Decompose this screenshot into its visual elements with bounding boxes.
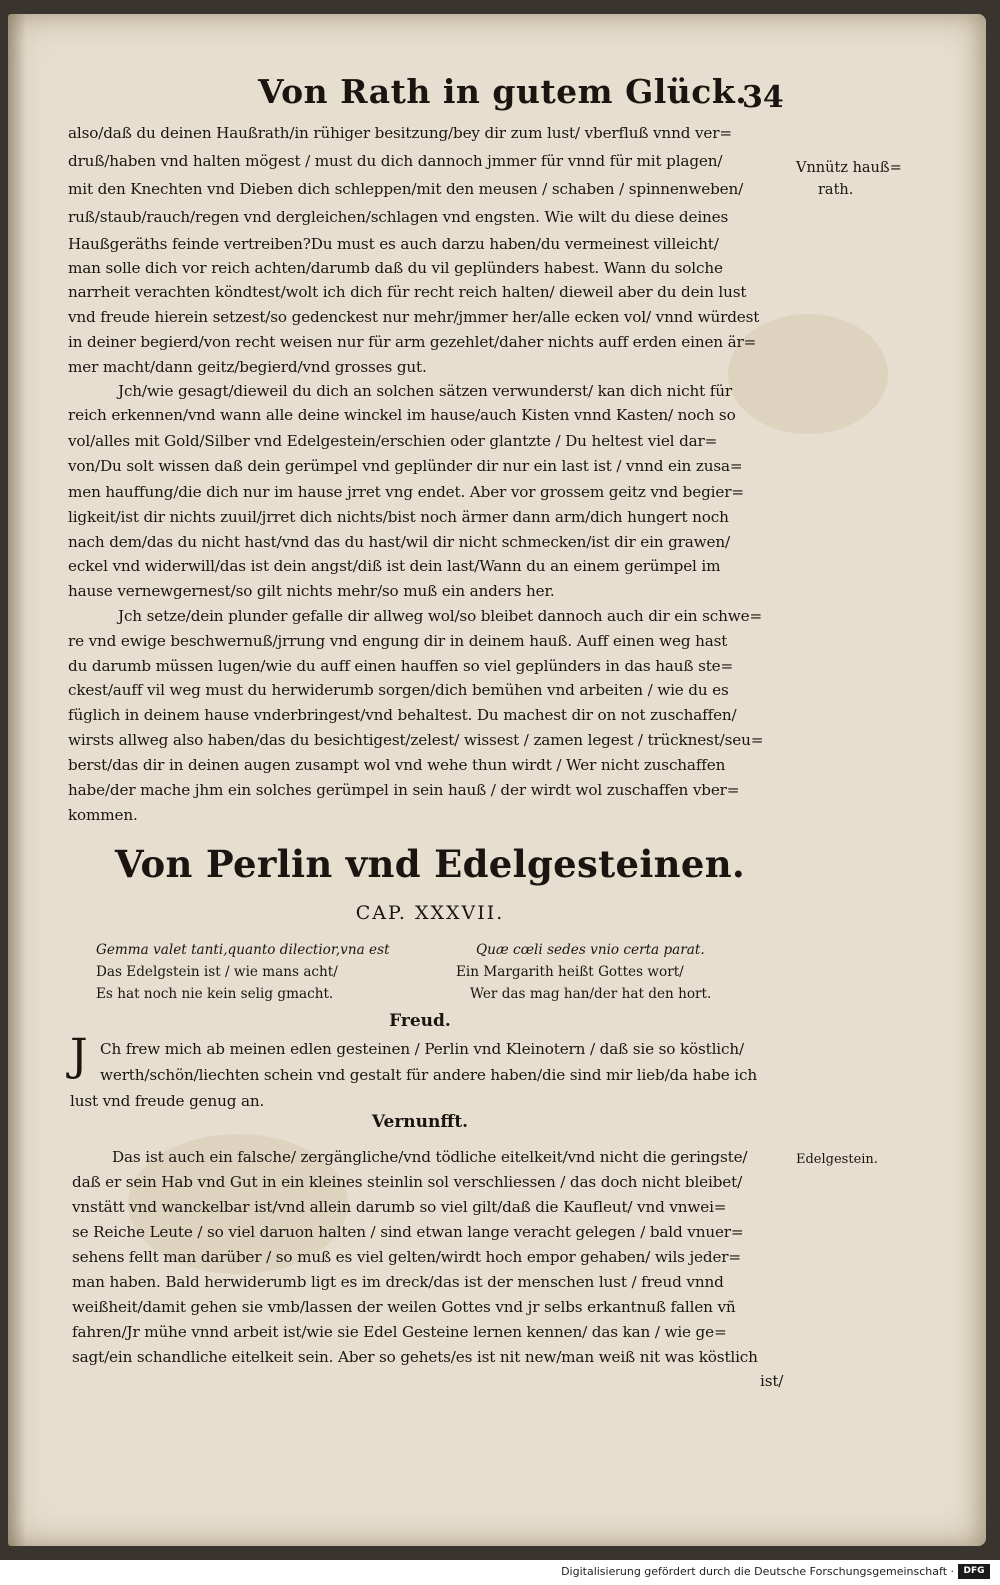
- footer-credit: Digitalisierung gefördert durch die Deutsche Forschungsgemeinschaft ·: [561, 1565, 954, 1578]
- body-line: du darumb müssen lugen/wie du auff einen hauffen so viel geplünders in das hauß ste=: [68, 657, 734, 675]
- body-line: nach dem/das du nicht hast/vnd das du hast/wil dir nicht schmecken/ist dir ein grawen/: [68, 533, 730, 551]
- body-line: Jch setze/dein plunder gefalle dir allweg wol/so bleibet dannoch auch dir ein schwe=: [118, 607, 763, 625]
- chapter-number: CAP. XXXVII.: [355, 902, 505, 924]
- body-line: mer macht/dann geitz/begierd/vnd grosses gut.: [68, 358, 427, 376]
- body-line: vol/alles mit Gold/Silber vnd Edelgestein/erschien oder glantzte / Du heltest viel dar=: [68, 432, 718, 450]
- freud-line: werth/schön/liechten schein vnd gestalt für andere haben/die sind mir lieb/da habe ich: [100, 1066, 758, 1084]
- body-line: mit den Knechten vnd Dieben dich schleppen/mit den meusen / schaben / spinnenweben/: [68, 180, 744, 198]
- body-line: füglich in deinem hause vnderbringest/vnd behaltest. Du machest dir on not zuschaffen/: [68, 706, 737, 724]
- freud-line: lust vnd freude genug an.: [70, 1092, 265, 1110]
- verse-left-line: Das Edelgstein ist / wie mans acht/: [96, 964, 338, 980]
- verse-right-line: Wer das mag han/der hat den hort.: [470, 986, 712, 1002]
- body-line: narrheit verachten köndtest/wolt ich dich für recht reich halten/ dieweil aber du dein lust: [68, 283, 747, 301]
- margin-note: Edelgestein.: [796, 1152, 878, 1167]
- body-line: kommen.: [68, 806, 138, 824]
- vernunfft-line: daß er sein Hab vnd Gut in ein kleines steinlin sol verschliessen / das doch nicht bleibet/: [72, 1173, 743, 1191]
- speaker-label: Freud.: [389, 1011, 451, 1031]
- vernunfft-line: sagt/ein schandliche eitelkeit sein. Aber so gehets/es ist nit new/man weiß nit was köstlich: [72, 1348, 758, 1366]
- vernunfft-line: fahren/Jr mühe vnnd arbeit ist/wie sie Edel Gesteine lernen kennen/ das kan / wie ge=: [72, 1323, 727, 1341]
- body-line: berst/das dir in deinen augen zusampt wol vnd wehe thun wirdt / Wer nicht zuschaffen: [68, 756, 726, 774]
- running-title: Von Rath in gutem Glück.: [258, 72, 748, 111]
- verse-left-line: Es hat noch nie kein selig gmacht.: [96, 986, 334, 1002]
- verse-right-line: Ein Margarith heißt Gottes wort/: [456, 964, 684, 980]
- body-line: von/Du solt wissen daß dein gerümpel vnd geplünder dir nur ein last ist / vnnd ein zusa=: [68, 457, 743, 475]
- paper-stain: [728, 314, 888, 434]
- speaker-label: Vernunfft.: [371, 1112, 469, 1132]
- body-line: ligkeit/ist dir nichts zuuil/jrret dich nichts/bist noch ärmer dann arm/dich hungert noch: [68, 508, 729, 526]
- vernunfft-line: weißheit/damit gehen sie vmb/lassen der weilen Gottes vnd jr selbs erkantnuß fallen vñ: [72, 1298, 736, 1316]
- vernunfft-line: Das ist auch ein falsche/ zergängliche/vnd tödliche eitelkeit/vnd nicht die geringste/: [112, 1148, 748, 1166]
- vernunfft-line: vnstätt vnd wanckelbar ist/vnd allein darumb so viel gilt/daß die Kaufleut/ vnd vnwei=: [72, 1198, 727, 1216]
- body-line: Jch/wie gesagt/dieweil du dich an solchen sätzen verwunderst/ kan dich nicht für: [118, 382, 732, 400]
- margin-note: rath.: [818, 182, 854, 198]
- body-line: druß/haben vnd halten mögest / must du dich dannoch jmmer für vnnd für mit plagen/: [68, 152, 723, 170]
- vernunfft-line: ist/: [760, 1372, 784, 1390]
- body-line: re vnd ewige beschwernuß/jrrung vnd engung dir in deinem hauß. Auff einen weg hast: [68, 632, 728, 650]
- body-line: ruß/staub/rauch/regen vnd dergleichen/schlagen vnd engsten. Wie wilt du diese deines: [68, 208, 729, 226]
- verse-latin-left: Gemma valet tanti,quanto dilectior,vna est: [96, 942, 390, 958]
- body-line: also/daß du deinen Haußrath/in rühiger besitzung/bey dir zum lust/ vberfluß vnnd ver=: [68, 124, 732, 142]
- body-line: man solle dich vor reich achten/darumb daß du vil geplünders habest. Wann du solche: [68, 259, 723, 277]
- body-line: hause vernewgernest/so gilt nichts mehr/so muß ein anders her.: [68, 582, 555, 600]
- vernunfft-line: sehens fellt man darüber / so muß es viel gelten/wirdt hoch empor gehaben/ wils jeder=: [72, 1248, 741, 1266]
- drop-cap: J: [70, 1030, 88, 1081]
- freud-line: Ch frew mich ab meinen edlen gesteinen / Perlin vnd Kleinotern / daß sie so köstlich/: [100, 1040, 744, 1058]
- body-line: eckel vnd widerwill/das ist dein angst/diß ist dein last/Wann du an einem gerümpel im: [68, 557, 721, 575]
- chapter-heading: Von Perlin vnd Edelgesteinen.: [114, 842, 746, 886]
- body-line: Haußgeräths feinde vertreiben?Du must es auch darzu haben/du vermeinest villeicht/: [68, 235, 719, 253]
- vernunfft-line: se Reiche Leute / so viel daruon halten / sind etwan lange veracht gelegen / bald vnuer=: [72, 1223, 744, 1241]
- body-line: vnd freude hierein setzest/so gedenckest nur mehr/jmmer her/alle ecken vol/ vnnd würdest: [68, 308, 760, 326]
- vernunfft-line: man haben. Bald herwiderumb ligt es im dreck/das ist der menschen lust / freud vnnd: [72, 1273, 724, 1291]
- margin-note: Vnnütz hauß=: [796, 160, 902, 176]
- body-line: men hauffung/die dich nur im hause jrret vng endet. Aber vor grossem geitz vnd begier=: [68, 483, 744, 501]
- verse-latin-right: Quæ cœli sedes vnio certa parat.: [476, 942, 705, 958]
- body-line: wirsts allweg also haben/das du besichtigest/zelest/ wissest / zamen legest / trücknest/seu=: [68, 731, 764, 749]
- body-line: reich erkennen/vnd wann alle deine winckel im hause/auch Kisten vnnd Kasten/ noch so: [68, 406, 736, 424]
- dfg-logo-icon: DFG: [958, 1564, 990, 1579]
- body-line: habe/der mache jhm ein solches gerümpel in sein hauß / der wirdt wol zuschaffen vber=: [68, 781, 740, 799]
- page-number: 34: [742, 80, 784, 115]
- body-line: ckest/auff vil weg must du herwiderumb sorgen/dich bemühen vnd arbeiten / wie du es: [68, 681, 729, 699]
- body-line: in deiner begierd/von recht weisen nur für arm gezehlet/daher nichts auff erden einen är=: [68, 333, 757, 351]
